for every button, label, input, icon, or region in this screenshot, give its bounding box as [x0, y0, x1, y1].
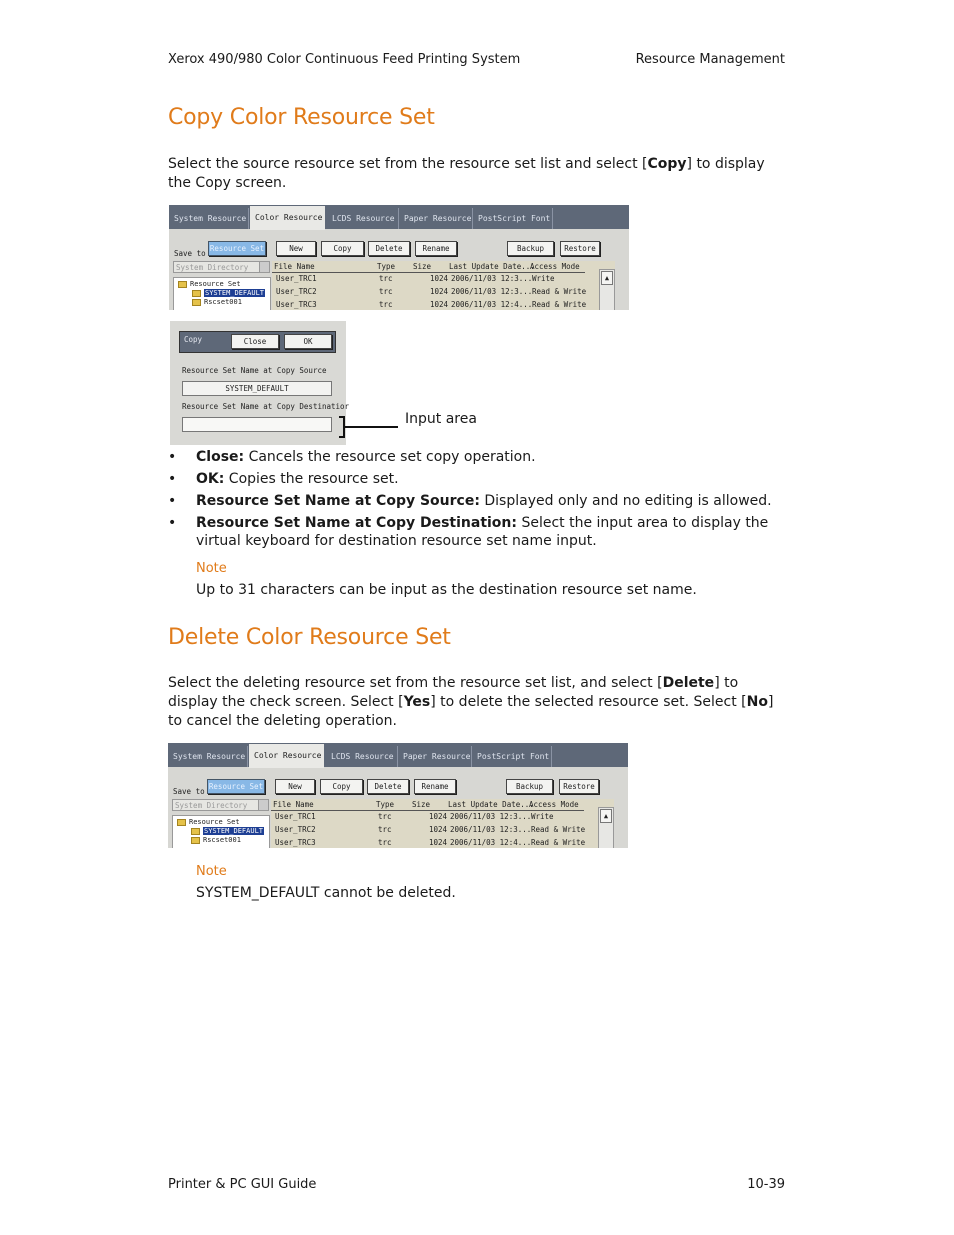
directory-select[interactable]: System Directory [172, 799, 269, 811]
dialog-title-bar [179, 331, 336, 353]
footer-guide-title: Printer & PC GUI Guide [168, 1177, 317, 1192]
color-resource-screen-2 [168, 743, 628, 848]
file-table[interactable]: File Name Type Size Last Update Date... Access Mode User_TRC1 trc 1024 2006/11/03 12:3... Write User_TRC2 trc 1024 2006/11/03 12:3... Read & Write User_TRC3 trc 1024 2006/11/03 12:4... Read & Write [271, 799, 614, 848]
column-header[interactable]: File Name [274, 262, 315, 271]
backup-button[interactable]: Backup [507, 241, 554, 256]
running-header-section: Resource Management [635, 52, 785, 67]
tree-item-rscset001[interactable]: Rscset001 [191, 836, 241, 844]
tab-paper-resource[interactable]: Paper Resource [398, 746, 472, 767]
section-title-delete: Delete Color Resource Set [168, 625, 451, 650]
note-text: Up to 31 characters can be input as the destination resource set name. [196, 582, 697, 598]
tab-paper-resource[interactable]: Paper Resource [399, 208, 473, 229]
column-header[interactable]: Size [413, 262, 432, 271]
restore-button[interactable]: Restore [560, 241, 600, 256]
folder-icon [192, 299, 201, 306]
resource-tree[interactable] [173, 277, 271, 310]
tree-item-resource-set[interactable]: Resource Set [177, 818, 240, 826]
color-resource-screen-1 [169, 205, 629, 310]
table-scrollbar[interactable] [598, 807, 614, 848]
copy-source-field: SYSTEM_DEFAULT [182, 381, 332, 396]
column-header[interactable]: File Name [273, 800, 314, 809]
resource-set-button[interactable]: Resource Set [208, 241, 266, 256]
copy-dialog [170, 321, 350, 445]
rename-button[interactable]: Rename [415, 241, 457, 256]
delete-button[interactable]: Delete [368, 241, 410, 256]
scroll-up-icon[interactable]: ▲ [601, 271, 613, 285]
folder-icon [177, 819, 186, 826]
scroll-up-icon[interactable]: ▲ [600, 809, 612, 823]
new-button[interactable]: New [275, 779, 315, 794]
save-to-label: Save to [174, 249, 206, 258]
tab-system-resource[interactable]: System Resource [169, 208, 249, 229]
ok-button[interactable]: OK [284, 334, 332, 349]
copy-intro-paragraph: Select the source resource set from the resource set list and select [Copy] to display the Copy screen. [168, 156, 765, 191]
tab-color-resource[interactable]: Color Resource [249, 744, 324, 768]
callout-input-area: Input area [405, 411, 477, 427]
tab-postscript-font[interactable]: PostScript Font [472, 746, 552, 767]
tab-system-resource[interactable]: System Resource [168, 746, 248, 767]
chevron-down-icon [258, 800, 268, 810]
tab-postscript-font[interactable]: PostScript Font [473, 208, 553, 229]
folder-icon [178, 281, 187, 288]
column-header[interactable]: Access Mode [530, 262, 580, 271]
copy-destination-input[interactable] [182, 417, 332, 432]
tab-lcds-resource[interactable]: LCDS Resource [327, 208, 399, 229]
copy-source-label: Resource Set Name at Copy Source [182, 366, 327, 375]
callout-line [345, 426, 398, 428]
running-header-title: Xerox 490/980 Color Continuous Feed Printing System [168, 52, 521, 67]
directory-select[interactable]: System Directory [173, 261, 270, 273]
dialog-title: Copy [184, 335, 203, 344]
tab-bar [168, 743, 628, 767]
column-header[interactable]: Type [377, 262, 396, 271]
tree-item-resource-set[interactable]: Resource Set [178, 280, 241, 288]
column-header[interactable]: Last Update Date... [449, 262, 535, 271]
copy-destination-label: Resource Set Name at Copy Destinatior [182, 402, 350, 411]
tab-bar [169, 205, 629, 229]
tree-item-system-default[interactable]: SYSTEM_DEFAULT [192, 289, 265, 297]
tree-item-system-default[interactable]: SYSTEM_DEFAULT [191, 827, 264, 835]
column-header[interactable]: Access Mode [529, 800, 579, 809]
option-list [168, 448, 788, 554]
folder-icon [191, 828, 200, 835]
section-title-copy: Copy Color Resource Set [168, 105, 435, 130]
backup-button[interactable]: Backup [506, 779, 553, 794]
save-to-label: Save to [173, 787, 205, 796]
delete-intro-paragraph: Select the deleting resource set from the resource set list, and select [Delete] to display the check screen. Select [Yes] to delete the selected resource set. Select [No] to cancel the deleting operation. [168, 675, 774, 729]
rename-button[interactable]: Rename [414, 779, 456, 794]
tab-lcds-resource[interactable]: LCDS Resource [326, 746, 398, 767]
close-button[interactable]: Close [231, 334, 279, 349]
column-header[interactable]: Size [412, 800, 431, 809]
folder-icon [192, 290, 201, 297]
resource-tree[interactable] [172, 815, 270, 848]
copy-button[interactable]: Copy [321, 241, 364, 256]
list-item: • OK: Copies the resource set. [168, 470, 788, 488]
note-label: Note [196, 864, 227, 879]
list-item: • Resource Set Name at Copy Destination: Select the input area to display the virtual keyboard for destination resource set name input. [168, 514, 788, 550]
tree-item-rscset001[interactable]: Rscset001 [192, 298, 242, 306]
list-item: • Close: Cancels the resource set copy operation. [168, 448, 788, 466]
column-header[interactable]: Type [376, 800, 395, 809]
tab-color-resource[interactable]: Color Resource [250, 206, 325, 230]
restore-button[interactable]: Restore [559, 779, 599, 794]
resource-set-button[interactable]: Resource Set [207, 779, 265, 794]
note-label: Note [196, 561, 227, 576]
list-item: • Resource Set Name at Copy Source: Displayed only and no editing is allowed. [168, 492, 788, 510]
column-header[interactable]: Last Update Date... [448, 800, 534, 809]
copy-button[interactable]: Copy [320, 779, 363, 794]
chevron-down-icon [259, 262, 269, 272]
note-text: SYSTEM_DEFAULT cannot be deleted. [196, 885, 456, 901]
folder-icon [191, 837, 200, 844]
file-table[interactable]: File Name Type Size Last Update Date... Access Mode User_TRC1 trc 1024 2006/11/03 12:3... Write User_TRC2 trc 1024 2006/11/03 12:3... Read & Write User_TRC3 trc 1024 2006/11/03 12:4... Read & Write [272, 261, 615, 310]
page-number: 10-39 [747, 1177, 785, 1192]
delete-button[interactable]: Delete [367, 779, 409, 794]
new-button[interactable]: New [276, 241, 316, 256]
table-scrollbar[interactable] [599, 269, 615, 310]
